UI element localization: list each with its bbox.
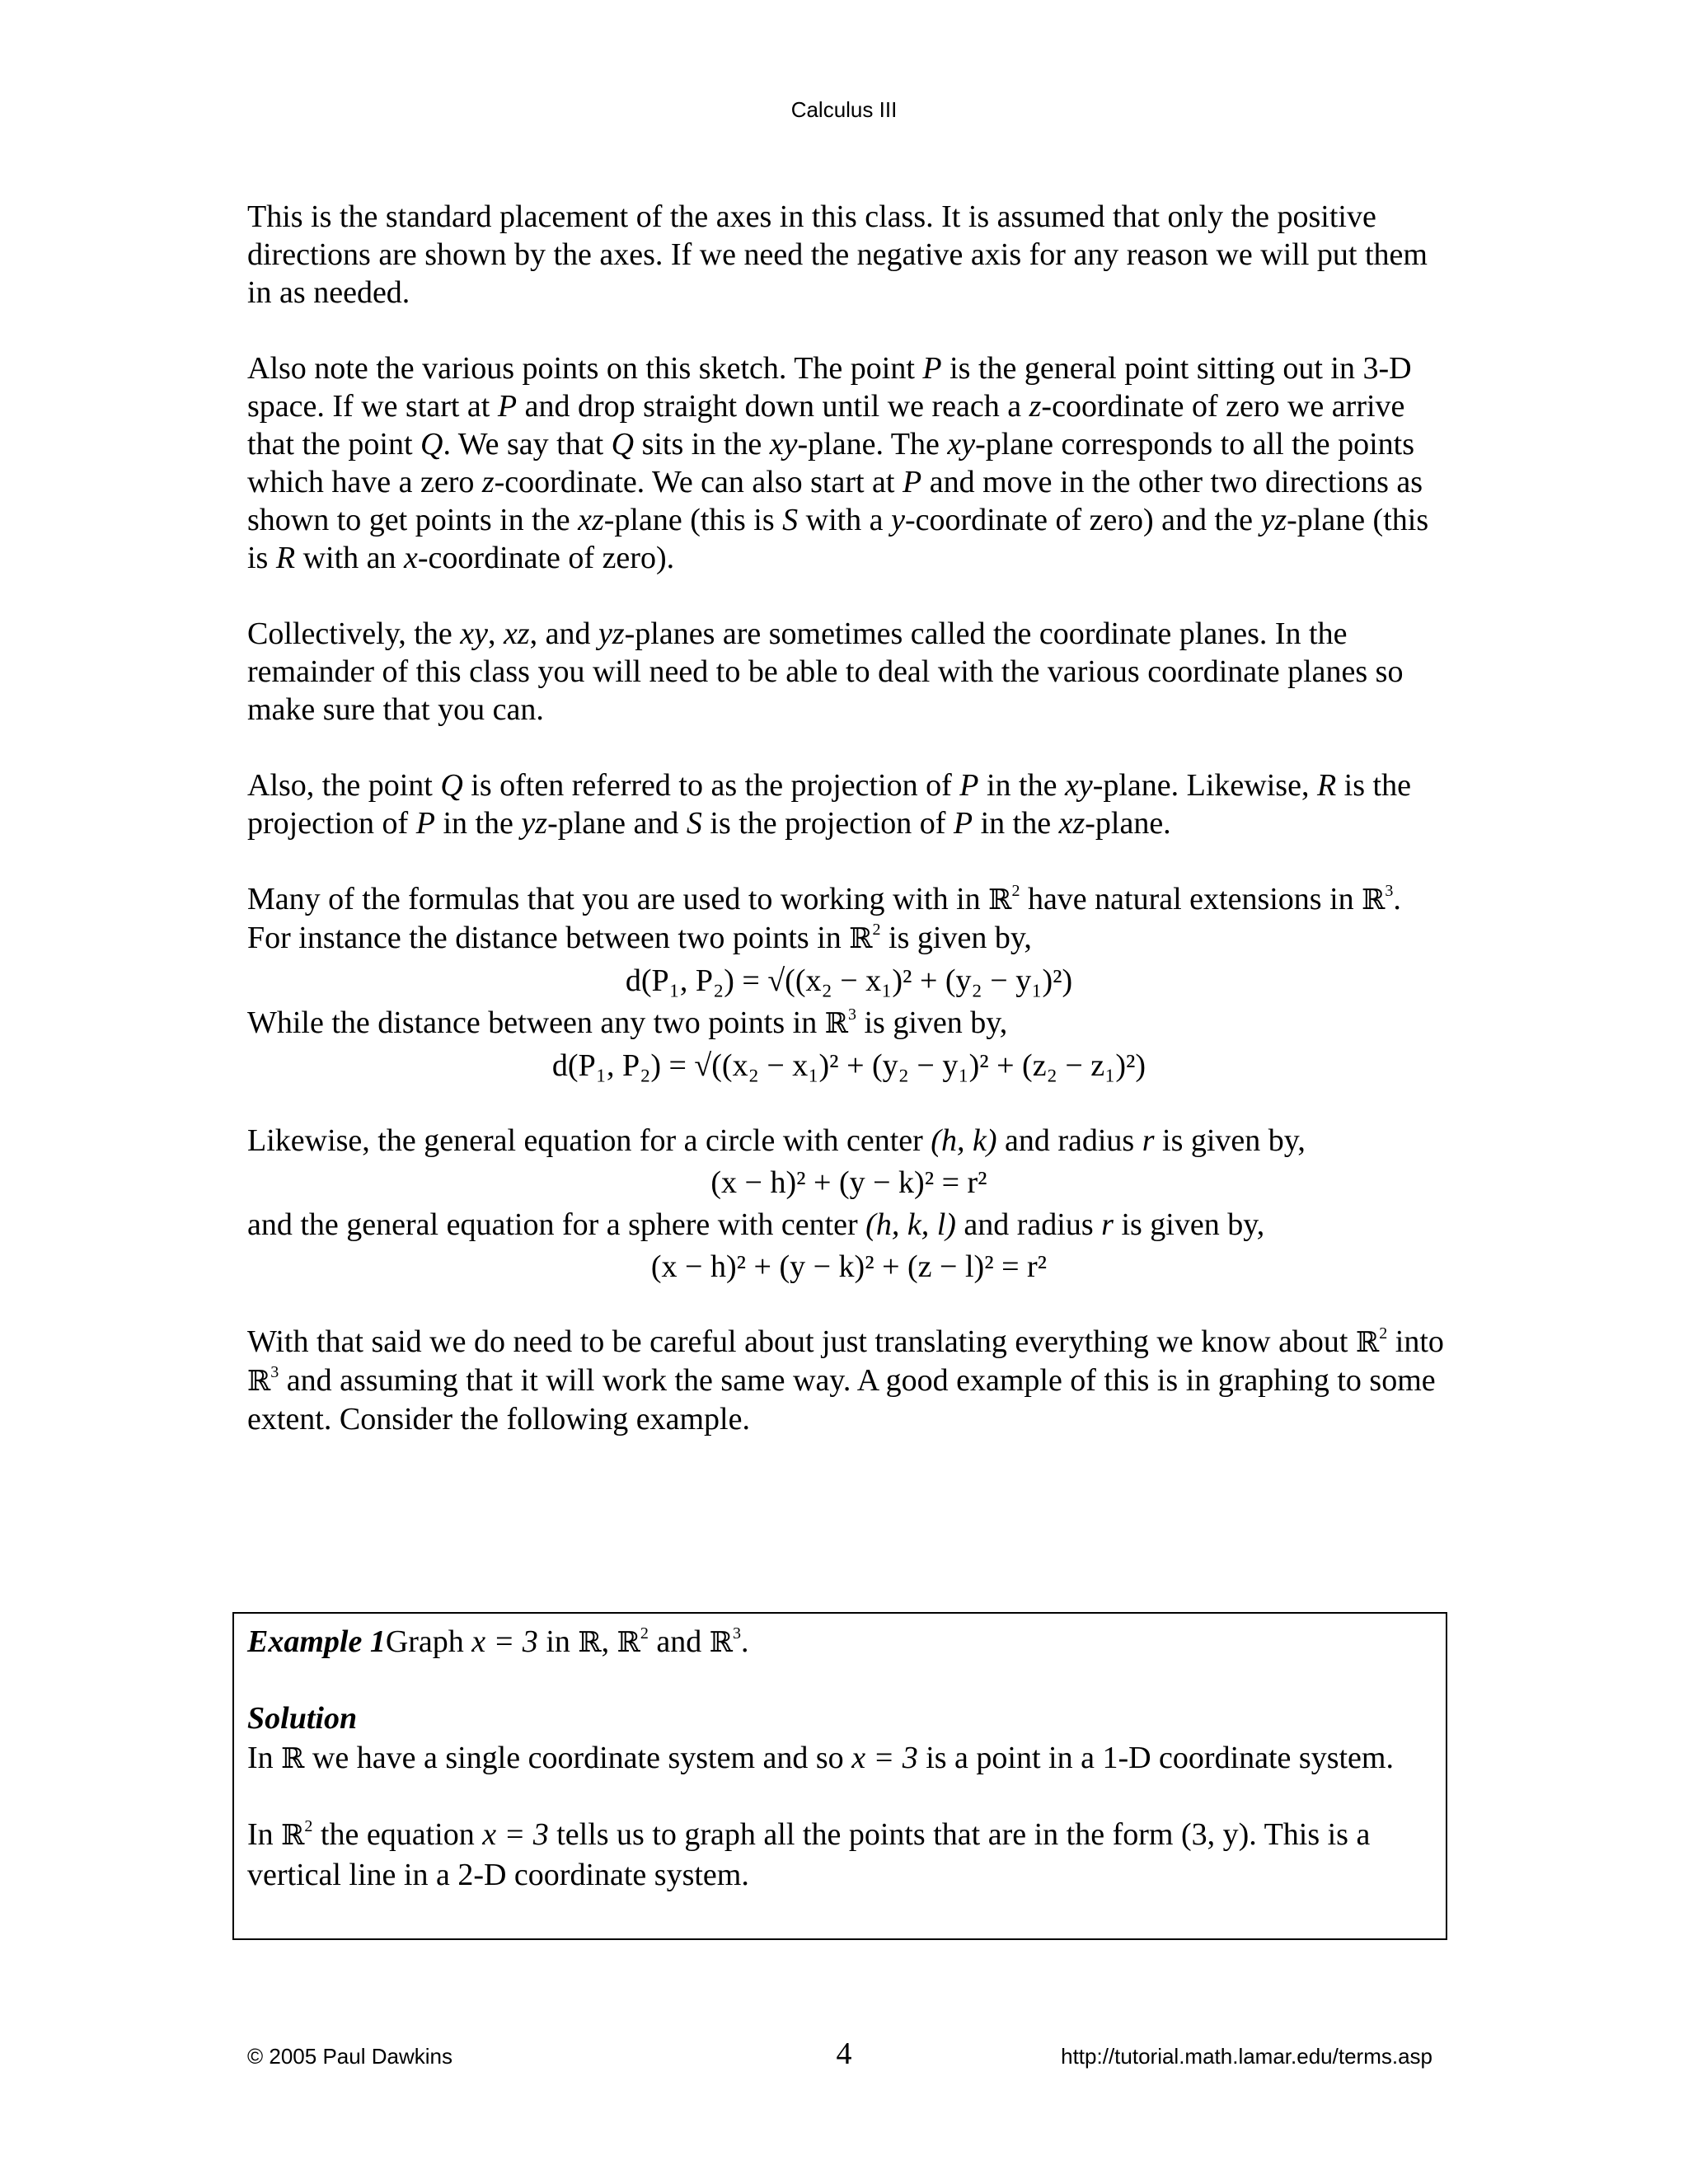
example-box: [232, 1612, 1447, 1940]
paragraph-axes-placement: This is the standard placement of the axes in this class. It is assumed that only the positive directions are shown by the axes. If we need the negative axis for any reason we will put them in as needed.: [247, 199, 1428, 310]
paragraph-points: Also note the various points on this sketch. The point P is the general point sitting out in 3-D space. If we start at P and drop straight down until we reach a z-coordinate of zero we arrive that the point Q. We say that Q sits in the xy-plane. The xy-plane corresponds to all the points which have a zero z-coordinate. We can also start at P and move in the other two directions as shown to get points in the xz-plane (this is S with a y-coordinate of zero) and the yz-plane (this is R with an x-coordinate of zero).: [247, 351, 1429, 575]
footer-url: http://tutorial.math.lamar.edu/terms.asp: [1061, 2044, 1432, 2069]
equation-sphere: (x − h)² + (y − k)² + (z − l)² = r²: [650, 1249, 1048, 1284]
page-header: Calculus III: [790, 97, 898, 122]
paragraph-distance-3d: While the distance between any two points in ℝ$^3$ is given by,: [247, 1005, 1008, 1040]
example-label: Example 1: [247, 1624, 386, 1659]
paragraph-sphere: and the general equation for a sphere with center (h, k, l) and radius r is given by,: [247, 1207, 1265, 1242]
page-content: [247, 198, 1451, 1476]
equation-distance-3d: d(P₁, P₂) = √((x₂ − x₁)² + (y₂ − y₁)² + (z₂ − z₁)²): [551, 1048, 1146, 1083]
footer-copyright: © 2005 Paul Dawkins: [247, 2044, 452, 2069]
solution-paragraph-2: In ℝ$^2$ the equation x = 3 tells us to graph all the points that are in the form (3, y). This is a vertical line in a 2-D coordinate system.: [247, 1817, 1371, 1892]
solution-paragraph-1: In ℝ we have a single coordinate system and so x = 3 is a point in a 1-D coordinate system.: [247, 1741, 1394, 1775]
paragraph-coordinate-planes: Collectively, the xy, xz, and yz-planes are sometimes called the coordinate planes. In the remainder of this class you will need to be able to deal with the various coordinate planes so make sure that you can.: [247, 616, 1404, 727]
paragraph-projections: Also, the point Q is often referred to as the projection of P in the xy-plane. Likewise, R is the projection of P in the yz-plane and S is the projection of P in the xz-plane.: [247, 768, 1411, 841]
example-statement: Example 1Graph x = 3 in ℝ, ℝ$^2$ and ℝ$^3$.: [247, 1624, 749, 1659]
paragraph-formulas: Many of the formulas that you are used to working with in ℝ$^2$ have natural extensions in ℝ$^3$. For instance the distance between two points in ℝ$^2$ is given by,: [247, 882, 1401, 955]
equation-circle: (x − h)² + (y − k)² = r²: [710, 1165, 987, 1200]
paragraph-circle: Likewise, the general equation for a circle with center (h, k) and radius r is given by,: [247, 1123, 1306, 1158]
paragraph-caution: With that said we do need to be careful about just translating everything we know about ℝ$^2$ into ℝ$^3$ and assuming that it will work the same way. A good example of this is in graphing to some extent. Consider the following example.: [247, 1324, 1444, 1436]
solution-label: Solution: [247, 1701, 358, 1736]
page-number: 4: [836, 2036, 852, 2071]
equation-distance-2d: d(P₁, P₂) = √((x₂ − x₁)² + (y₂ − y₁)²): [625, 963, 1073, 998]
